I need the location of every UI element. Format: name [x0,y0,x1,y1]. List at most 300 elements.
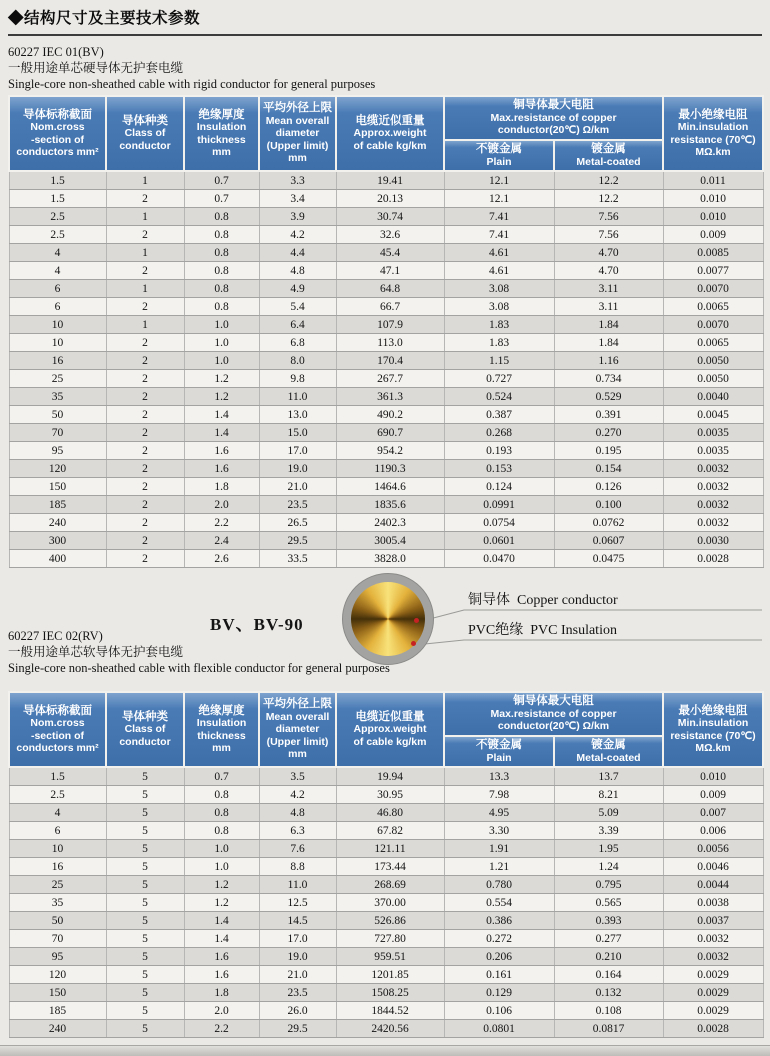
callout-pvc-en: PVC Insulation [530,623,617,638]
table-cell: 45.4 [336,244,444,262]
table-cell: 0.0028 [663,1020,763,1038]
table-cell: 2.4 [184,532,259,550]
table-cell: 1.2 [184,876,259,894]
callout-pvc-insulation [468,619,617,639]
table-row [9,894,763,912]
header-approx-weight: 电缆近似重量 Approx.weight of cable kg/km [336,692,444,767]
table-cell: 0.0046 [663,858,763,876]
table-cell: 4.8 [259,804,336,822]
table-cell: 70 [9,424,106,442]
table-cell: 4.70 [554,244,663,262]
table-cell: 0.734 [554,370,663,388]
table-cell: 4.70 [554,262,663,280]
table-row [9,478,763,496]
table-cell: 2 [106,550,184,568]
table-row [9,334,763,352]
table-row [9,460,763,478]
callout-copper-en: Copper conductor [517,593,618,608]
table-cell: 4.61 [444,244,554,262]
table-cell: 30.95 [336,786,444,804]
table-cell: 12.2 [554,171,663,190]
pvc-marker-dot [411,641,416,646]
table-cell: 7.56 [554,208,663,226]
table-cell: 121.11 [336,840,444,858]
table-cell: 1.15 [444,352,554,370]
table-cell: 1 [106,244,184,262]
page-title: ◆结构尺寸及主要技术参数 [8,10,201,27]
spec-table-rv-body [9,767,763,1038]
table-cell: 5 [106,894,184,912]
table-cell: 0.524 [444,388,554,406]
spec-table-bv [8,95,764,568]
table-cell: 5 [106,912,184,930]
table-cell: 0.0470 [444,550,554,568]
table-cell: 2 [106,424,184,442]
section1-subtitle-cn: 一般用途单芯硬导体无护套电缆 [8,61,184,75]
table-cell: 0.153 [444,460,554,478]
table-cell: 490.2 [336,406,444,424]
table-cell: 17.0 [259,930,336,948]
table-cell: 0.272 [444,930,554,948]
table-row [9,226,763,244]
spec-table-rv [8,691,764,1038]
header-plain: 不镀金属 Plain [444,736,554,767]
table-cell: 0.554 [444,894,554,912]
table-cell: 2 [106,514,184,532]
header-plain: 不镀金属 Plain [444,140,554,171]
table-cell: 0.0065 [663,334,763,352]
table-cell: 2 [106,532,184,550]
table-cell: 5 [106,966,184,984]
copper-marker-dot [414,618,419,623]
table-cell: 9.8 [259,370,336,388]
table-cell: 0.0044 [663,876,763,894]
table-cell: 0.0754 [444,514,554,532]
table-cell: 5 [106,804,184,822]
table-cell: 66.7 [336,298,444,316]
table-cell: 2 [106,190,184,208]
table-cell: 4.4 [259,244,336,262]
table-cell: 6.4 [259,316,336,334]
cable-diagram-section [8,572,762,688]
table-cell: 3.4 [259,190,336,208]
table-cell: 2.0 [184,1002,259,1020]
table-cell: 0.106 [444,1002,554,1020]
table-cell: 690.7 [336,424,444,442]
table-cell: 1.83 [444,316,554,334]
table-cell: 0.0032 [663,496,763,514]
table-cell: 0.0607 [554,532,663,550]
table-cell: 30.74 [336,208,444,226]
table-row [9,822,763,840]
table-cell: 185 [9,496,106,514]
table-cell: 70 [9,930,106,948]
table-cell: 1844.52 [336,1002,444,1020]
table-row [9,262,763,280]
table-cell: 6 [9,280,106,298]
table-cell: 13.7 [554,767,663,786]
table-cell: 0.0029 [663,966,763,984]
table-cell: 5 [106,930,184,948]
table-cell: 0.7 [184,171,259,190]
table-cell: 267.7 [336,370,444,388]
table-cell: 1.0 [184,334,259,352]
section2-intro [8,628,390,676]
table-cell: 0.010 [663,208,763,226]
table-row [9,948,763,966]
table-cell: 0.0030 [663,532,763,550]
table-cell: 0.7 [184,767,259,786]
table-cell: 0.0762 [554,514,663,532]
table-cell: 954.2 [336,442,444,460]
header-metal-coated: 镀金属 Metal-coated [554,140,663,171]
table-cell: 95 [9,442,106,460]
table-cell: 1464.6 [336,478,444,496]
table-cell: 12.2 [554,190,663,208]
table-cell: 2 [106,262,184,280]
table-cell: 10 [9,840,106,858]
table-cell: 0.8 [184,804,259,822]
table-row [9,804,763,822]
table-row [9,1002,763,1020]
table-cell: 1.8 [184,478,259,496]
table-cell: 1 [106,280,184,298]
table-cell: 16 [9,858,106,876]
section2-subtitle-cn: 一般用途单芯软导体无护套电缆 [8,645,184,659]
table-cell: 10 [9,316,106,334]
table-cell: 3005.4 [336,532,444,550]
table-cell: 0.0065 [663,298,763,316]
table-cell: 0.8 [184,244,259,262]
table-cell: 2 [106,478,184,496]
table-cell: 120 [9,966,106,984]
table-row [9,280,763,298]
table-row [9,912,763,930]
table-cell: 0.206 [444,948,554,966]
table-cell: 29.5 [259,532,336,550]
table-cell: 5 [106,876,184,894]
table-cell: 26.5 [259,514,336,532]
table-cell: 526.86 [336,912,444,930]
table-cell: 0.0085 [663,244,763,262]
table-cell: 1835.6 [336,496,444,514]
table-cell: 0.0056 [663,840,763,858]
table-row [9,208,763,226]
table-cell: 2 [106,352,184,370]
table-cell: 2 [106,460,184,478]
table-cell: 1.6 [184,966,259,984]
table-cell: 0.007 [663,804,763,822]
title-rule [8,34,762,36]
table-cell: 0.010 [663,767,763,786]
table-row [9,370,763,388]
table-cell: 21.0 [259,966,336,984]
table-cell: 5 [106,822,184,840]
table-cell: 3.39 [554,822,663,840]
table-cell: 32.6 [336,226,444,244]
header-min-insulation-resistance: 最小绝缘电阻 Min.insulation resistance (70℃) MΩ.km [663,692,763,767]
table-cell: 0.268 [444,424,554,442]
table-cell: 1.5 [9,767,106,786]
table-cell: 5 [106,984,184,1002]
table-cell: 5 [106,1002,184,1020]
table-cell: 7.56 [554,226,663,244]
table-cell: 23.5 [259,984,336,1002]
table-cell: 0.100 [554,496,663,514]
table-cell: 12.5 [259,894,336,912]
table-cell: 14.5 [259,912,336,930]
table-row [9,1020,763,1038]
table-cell: 0.0991 [444,496,554,514]
table-row [9,786,763,804]
table-cell: 2 [106,442,184,460]
callout-pvc-cn: PVC绝缘 [468,623,524,638]
table-cell: 0.129 [444,984,554,1002]
table-cell: 2.2 [184,514,259,532]
table-cell: 150 [9,984,106,1002]
table-cell: 29.5 [259,1020,336,1038]
page-bottom-edge [0,1045,770,1056]
table-cell: 1.16 [554,352,663,370]
table-cell: 5 [106,840,184,858]
table-row [9,388,763,406]
table-cell: 727.80 [336,930,444,948]
table-cell: 0.386 [444,912,554,930]
table-cell: 2 [106,334,184,352]
table-cell: 1.2 [184,894,259,912]
table-cell: 0.0032 [663,478,763,496]
table-cell: 2.5 [9,226,106,244]
table-cell: 0.391 [554,406,663,424]
table-cell: 0.164 [554,966,663,984]
table-cell: 0.277 [554,930,663,948]
table-row [9,171,763,190]
table-cell: 0.0040 [663,388,763,406]
section2-code: 60227 IEC 02(RV) [8,629,103,643]
table-cell: 0.8 [184,280,259,298]
header-nom-cross-section: 导体标称截面 Nom.cross -section of conductors mm² [9,692,106,767]
callout-copper-cn: 铜导体 [468,593,510,608]
table-cell: 0.8 [184,298,259,316]
table-cell: 0.0077 [663,262,763,280]
table-cell: 0.0050 [663,352,763,370]
table-cell: 13.0 [259,406,336,424]
table-cell: 4 [9,262,106,280]
table-cell: 3.5 [259,767,336,786]
table-cell: 12.1 [444,171,554,190]
table-cell: 0.0035 [663,424,763,442]
table-cell: 5 [106,786,184,804]
table-cell: 4.95 [444,804,554,822]
table-cell: 6.3 [259,822,336,840]
table-row [9,244,763,262]
table-cell: 6 [9,298,106,316]
table-cell: 1.84 [554,316,663,334]
table-cell: 2.2 [184,1020,259,1038]
table-cell: 67.82 [336,822,444,840]
table-cell: 0.270 [554,424,663,442]
table-cell: 1.2 [184,370,259,388]
table-cell: 1.5 [9,190,106,208]
table-cell: 11.0 [259,876,336,894]
table-row [9,442,763,460]
table-cell: 1 [106,171,184,190]
table-cell: 64.8 [336,280,444,298]
table-cell: 268.69 [336,876,444,894]
table-cell: 361.3 [336,388,444,406]
table-cell: 1.24 [554,858,663,876]
table-cell: 5 [106,858,184,876]
header-nom-cross-section: 导体标称截面 Nom.cross -section of conductors mm² [9,96,106,171]
table-cell: 6.8 [259,334,336,352]
table-cell: 120 [9,460,106,478]
table-cell: 240 [9,514,106,532]
table-cell: 16 [9,352,106,370]
header-insulation-thickness: 绝缘厚度 Insulation thickness mm [184,692,259,767]
header-max-resistance-group: 铜导体最大电阻 Max.resistance of copper conductor(20℃) Ω/km [444,692,663,736]
table-cell: 7.6 [259,840,336,858]
table-cell: 0.565 [554,894,663,912]
table-cell: 1.0 [184,840,259,858]
table-cell: 2 [106,406,184,424]
table-row [9,190,763,208]
table-row [9,984,763,1002]
section1-code: 60227 IEC 01(BV) [8,45,104,59]
table-row [9,876,763,894]
table-cell: 959.51 [336,948,444,966]
table-cell: 4.61 [444,262,554,280]
section2-subtitle-en: Single-core non-sheathed cable with flexible conductor for general purposes [8,661,390,675]
table-cell: 25 [9,876,106,894]
table-cell: 1.6 [184,948,259,966]
header-approx-weight: 电缆近似重量 Approx.weight of cable kg/km [336,96,444,171]
table-cell: 50 [9,406,106,424]
table-cell: 1.0 [184,352,259,370]
table-cell: 7.41 [444,208,554,226]
table-cell: 2.6 [184,550,259,568]
table-cell: 1.0 [184,316,259,334]
table-cell: 1.83 [444,334,554,352]
table-row [9,550,763,568]
table-cell: 12.1 [444,190,554,208]
table-cell: 1.95 [554,840,663,858]
table-row [9,532,763,550]
table-cell: 5 [106,767,184,786]
table-cell: 0.193 [444,442,554,460]
table-row [9,840,763,858]
table-cell: 0.0050 [663,370,763,388]
table-cell: 17.0 [259,442,336,460]
table-cell: 3.30 [444,822,554,840]
header-insulation-thickness: 绝缘厚度 Insulation thickness mm [184,96,259,171]
table-cell: 5.4 [259,298,336,316]
table-cell: 0.0045 [663,406,763,424]
table-cell: 5.09 [554,804,663,822]
table-cell: 33.5 [259,550,336,568]
table-cell: 1 [106,208,184,226]
table-cell: 0.161 [444,966,554,984]
callout-copper-conductor [468,589,618,609]
table-cell: 13.3 [444,767,554,786]
table-cell: 0.0032 [663,460,763,478]
table-cell: 4.8 [259,262,336,280]
table-cell: 170.4 [336,352,444,370]
table-cell: 0.529 [554,388,663,406]
table-cell: 0.0032 [663,514,763,532]
table-cell: 240 [9,1020,106,1038]
table-cell: 3828.0 [336,550,444,568]
table-cell: 0.727 [444,370,554,388]
table-cell: 46.80 [336,804,444,822]
table-cell: 3.11 [554,298,663,316]
table-cell: 19.0 [259,948,336,966]
table-cell: 185 [9,1002,106,1020]
table-cell: 0.0070 [663,316,763,334]
table-cell: 0.0817 [554,1020,663,1038]
header-class-of-conductor: 导体种类 Class of conductor [106,692,184,767]
table-row [9,424,763,442]
table-cell: 3.08 [444,280,554,298]
table-cell: 35 [9,388,106,406]
table-row [9,930,763,948]
table-row [9,352,763,370]
table-cell: 4.2 [259,786,336,804]
table-cell: 0.7 [184,190,259,208]
table-cell: 0.8 [184,786,259,804]
table-cell: 0.8 [184,208,259,226]
table-cell: 0.8 [184,262,259,280]
table-cell: 107.9 [336,316,444,334]
table-cell: 0.006 [663,822,763,840]
table-row [9,767,763,786]
table-cell: 173.44 [336,858,444,876]
table-cell: 0.0032 [663,948,763,966]
table-cell: 1.6 [184,460,259,478]
header-class-of-conductor: 导体种类 Class of conductor [106,96,184,171]
table-row [9,966,763,984]
table-cell: 150 [9,478,106,496]
table-cell: 0.0037 [663,912,763,930]
table-cell: 0.8 [184,822,259,840]
header-mean-overall-diameter: 平均外径上限 Mean overall diameter (Upper limit) mm [259,692,336,767]
table-cell: 26.0 [259,1002,336,1020]
table-cell: 0.0475 [554,550,663,568]
table-cell: 4.9 [259,280,336,298]
table-cell: 0.387 [444,406,554,424]
table-cell: 0.0035 [663,442,763,460]
table-cell: 1.4 [184,912,259,930]
table-cell: 7.98 [444,786,554,804]
table-cell: 3.11 [554,280,663,298]
table-cell: 0.0029 [663,984,763,1002]
table-cell: 11.0 [259,388,336,406]
table-cell: 10 [9,334,106,352]
table-cell: 0.010 [663,190,763,208]
table-cell: 0.009 [663,786,763,804]
table-cell: 1201.85 [336,966,444,984]
table-cell: 2 [106,226,184,244]
table-cell: 0.0801 [444,1020,554,1038]
table-cell: 19.94 [336,767,444,786]
table-cell: 113.0 [336,334,444,352]
table-cell: 0.0038 [663,894,763,912]
table-cell: 5 [106,1020,184,1038]
table-cell: 8.8 [259,858,336,876]
table-cell: 0.126 [554,478,663,496]
table-cell: 0.132 [554,984,663,1002]
table-cell: 2 [106,388,184,406]
table-cell: 0.210 [554,948,663,966]
